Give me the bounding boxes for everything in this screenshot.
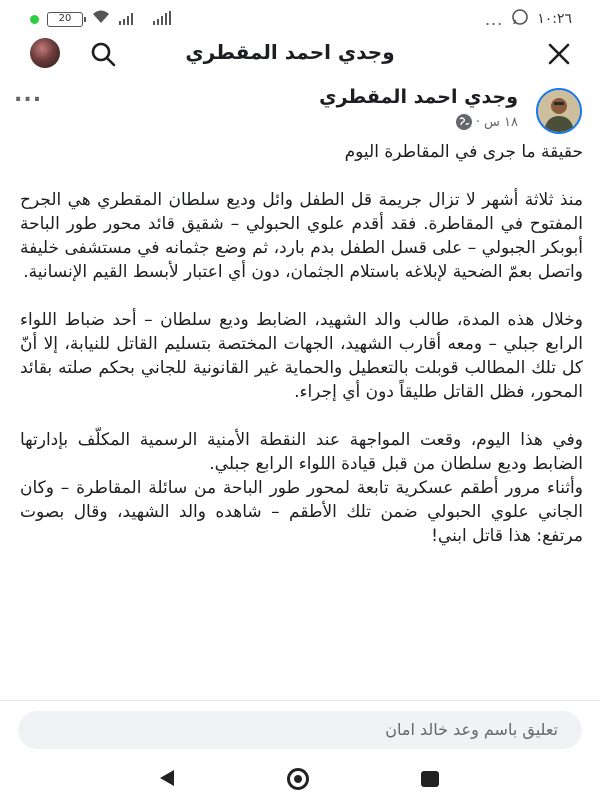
home-icon[interactable]	[287, 768, 309, 790]
post-paragraph: منذ ثلاثة أشهر لا تزال جريمة قل الطفل وائل وديع سلطان المقطري هي الجرح المفتوح في المقاطرة. فقد أقدم علوي الحبولي – شقيق قائد محور طور الباحة أبوبكر الجبولي – على قسل الطفل بدم بارد، ثم وضع جثمانه في مستشفى خليفة واتصل بعمّ الضحية لإبلاغه باستلام الجثمان، دون أي اعتبار لأبسط القيم الإنسانية.	[20, 190, 583, 282]
status-right	[485, 8, 572, 30]
post-paragraph: وخلال هذه المدة، طالب والد الشهيد، الضابط وديع سلطان – أحد ضباط اللواء الرابع جبلي – ومعه أقارب الشهيد، الجهات المختصة بتسليم القاتل للنيابة، إلا أنّ كل تلك المطالب قوبلت بالتعطيل والحماية غير القانونية للجاني بحكم صلته بقائد المحور، فظل القاتل طليقاً دون أي إجراء.	[20, 310, 583, 402]
meta-separator: ·	[475, 114, 481, 130]
post-meta	[456, 114, 518, 130]
page-title: وجدي احمد المقطري	[185, 40, 395, 64]
post-heading: حقيقة ما جرى في المقاطرة اليوم	[344, 142, 583, 162]
globe-icon	[456, 114, 472, 130]
battery-icon: 20	[47, 12, 83, 27]
app-header	[0, 34, 600, 74]
post-body	[20, 140, 583, 700]
close-icon[interactable]	[544, 39, 574, 69]
status-time: ١٠:٢٦	[537, 11, 572, 27]
post-paragraph: وفي هذا اليوم، وقعت المواجهة عند النقطة الأمنية الرسمية المكلّف بإدارتها الضابط وديع سلطان من قبل قيادة اللواء الرابع جبلي.	[20, 430, 583, 474]
back-icon[interactable]	[160, 770, 174, 786]
status-left	[30, 9, 179, 29]
comment-bar	[0, 700, 600, 758]
status-more: ...	[484, 9, 504, 29]
whatsapp-icon	[511, 8, 529, 30]
author-avatar[interactable]	[536, 88, 582, 134]
status-bar	[0, 0, 600, 34]
post-options-button[interactable]: ...	[14, 82, 43, 107]
post-header	[0, 82, 600, 142]
post-time: ١٨ س	[484, 114, 518, 130]
search-icon[interactable]	[87, 38, 119, 70]
notification-dot-icon	[30, 15, 39, 24]
wifi-icon	[91, 9, 111, 29]
system-nav-bar	[0, 758, 600, 800]
post-paragraph: وأثناء مرور أطقم عسكرية تابعة لمحور طور الباحة من سائلة المقاطرة – وكان الجاني علوي الحبولي ضمن تلك الأطقم – شاهده والد الشهيد، وقال بصوت مرتفع: هذا قاتل ابني!	[20, 478, 583, 546]
signal-icon	[119, 10, 145, 29]
profile-avatar[interactable]	[30, 38, 60, 68]
author-name[interactable]: وجدي احمد المقطري	[319, 86, 518, 108]
signal-2-icon	[153, 10, 179, 29]
recent-apps-icon[interactable]	[421, 771, 439, 787]
comment-input[interactable]: تعليق باسم وعد خالد امان	[18, 711, 582, 749]
